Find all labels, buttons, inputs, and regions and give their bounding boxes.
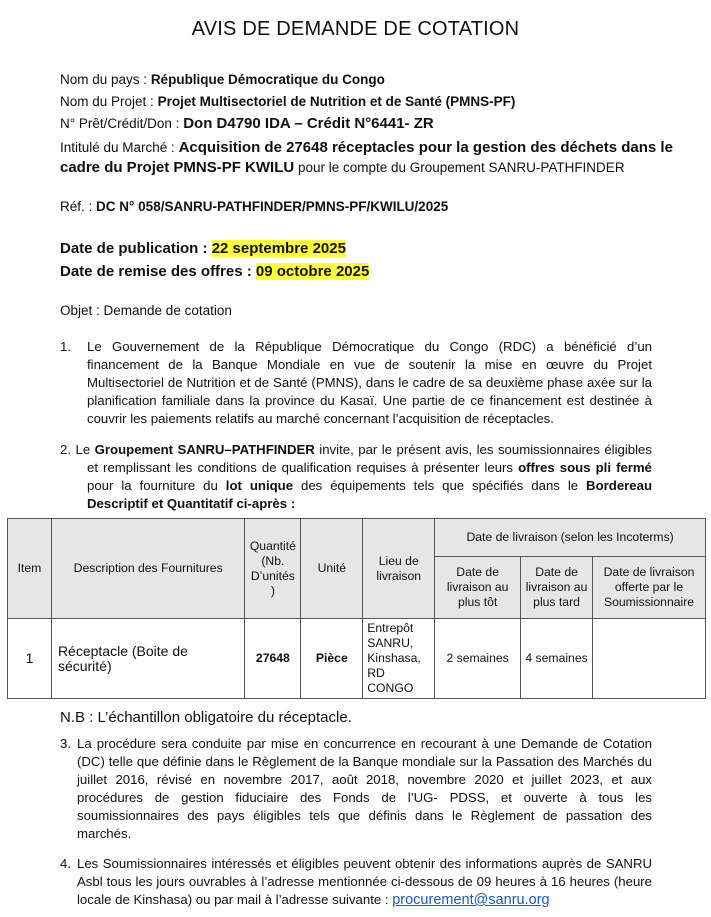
cell-item: 1 <box>8 619 52 699</box>
paragraph-2-bold-4: Bordereau Descriptif et Quantitatif ci-après : <box>87 478 653 511</box>
paragraph-1 <box>60 338 652 428</box>
submission-date-value: 09 octobre 2025 <box>255 263 370 280</box>
paragraph-3-number: 3. <box>60 736 71 751</box>
paragraph-4-number: 4. <box>60 856 71 871</box>
publication-date-value: 22 septembre 2025 <box>211 240 346 257</box>
paragraph-2-bold-1: Groupement SANRU–PATHFINDER <box>94 442 315 457</box>
header-item: Item <box>8 519 52 619</box>
market-value-1: Acquisition de 27648 réceptacles pour la gestion des déchets dans le <box>178 139 673 156</box>
publication-date-label: Date de publication : <box>60 240 208 257</box>
paragraph-1-number: 1. <box>60 339 71 354</box>
paragraph-1-text: Le Gouvernement de la République Démocratique du Congo (RDC) a bénéficié d’un financement de la Banque Mondiale en vue de soutenir la mise en œuvre du Projet Multisectoriel de Nutrition et de Santé (PMNS), dans le cadre de sa deuxième phase axée sur la planification familiale dans la province du Kasaï. Une partie de ce financement est destinée à couvrir les paiements relatifs au marché concernant l’acquisition de réceptacles. <box>87 339 652 426</box>
cell-latest-date: 4 semaines <box>521 619 593 699</box>
page-title: AVIS DE DEMANDE DE COTATION <box>191 18 520 40</box>
loan-value: Don D4790 IDA – Crédit N°6441- ZR <box>183 115 434 132</box>
reference-line <box>60 199 448 214</box>
header-offered-date: Date de livraison offerte par le Soumissionnaire <box>593 557 706 619</box>
cell-earliest-date: 2 semaines <box>435 619 521 699</box>
table-row <box>8 619 706 699</box>
paragraph-4-text-wrap <box>77 855 652 909</box>
header-earliest-date: Date de livraison au plus tôt <box>435 557 521 619</box>
paragraph-2-bold-3: lot unique <box>225 478 294 493</box>
country-label: Nom du pays : <box>60 72 148 87</box>
paragraph-2-text-1: invite, par le présent avis, les soumissionnaires éligibles et remplissant les conditions de qualification requises à présenter leurs <box>87 442 652 475</box>
supplies-table <box>7 518 706 699</box>
loan-label: N° Prêt/Crédit/Don : <box>60 116 180 131</box>
project-value: Projet Multisectoriel de Nutrition et de Santé (PMNS-PF) <box>157 94 516 109</box>
paragraph-3 <box>60 735 652 843</box>
header-description: Description des Fournitures <box>51 519 244 619</box>
market-label: Intitulé du Marché : <box>60 140 175 155</box>
paragraph-2 <box>60 441 652 513</box>
nota-bene: N.B : L’échantillon obligatoire du réceptacle. <box>60 709 352 726</box>
project-label: Nom du Projet : <box>60 94 154 109</box>
market-title-line-1 <box>60 139 673 156</box>
contact-email-link[interactable]: procurement@sanru.org <box>392 892 550 908</box>
loan-line <box>60 115 434 132</box>
header-unit: Unité <box>301 519 363 619</box>
project-line <box>60 94 515 109</box>
cell-offered-date <box>593 619 706 699</box>
header-quantity: Quantité (Nb. D’unités ) <box>245 519 301 619</box>
paragraph-3-text: La procédure sera conduite par mise en concurrence en recourant à une Demande de Cotation (DC) telle que définie dans le Règlement de la Banque mondiale sur la Passation des Marchés du juillet 2016, révisé en novembre 2017, août 2018, novembre 2020 et juillet 2023, et aux procédures de gestion fiduciaire des Fonds de l’UG- PDSS, et ouverte à tous les soumissionnaires des pays éligibles tels que définis dans le Règlement de passation des marchés. <box>77 736 652 841</box>
paragraph-2-bold-2: offres sous pli fermé <box>518 460 652 475</box>
paragraph-2-number: 2. Le <box>60 442 91 457</box>
publication-date-line <box>60 240 346 257</box>
country-value: République Démocratique du Congo <box>150 72 385 87</box>
header-delivery-date-group: Date de livraison (selon les Incoterms) <box>435 519 706 557</box>
submission-date-label: Date de remise des offres : <box>60 263 252 280</box>
market-title-line-2 <box>60 159 625 176</box>
country-line <box>60 72 385 87</box>
paragraph-4 <box>60 855 652 909</box>
paragraph-4-text: Les Soumissionnaires intéressés et éligibles peuvent obtenir des informations auprès de SANRU Asbl tous les jours ouvrables à l’adresse mentionnée ci-dessous de 09 heures à 16 heures (heure locale de Kinshasa) ou par mail à l’adresse suivante : <box>77 856 652 907</box>
header-delivery-place: Lieu de livraison <box>363 519 435 619</box>
reference-label: Réf. : <box>60 199 93 214</box>
object-line: Objet : Demande de cotation <box>60 303 232 318</box>
paragraph-2-text-2: pour la fourniture du <box>87 478 218 493</box>
paragraph-2-text-3: des équipements tels que spécifiés dans le <box>301 478 579 493</box>
market-value-3: pour le compte du Groupement SANRU-PATHFINDER <box>297 160 625 175</box>
cell-delivery-place: Entrepôt SANRU, Kinshasa, RD CONGO <box>363 619 435 699</box>
header-latest-date: Date de livraison au plus tard <box>521 557 593 619</box>
cell-quantity: 27648 <box>245 619 301 699</box>
cell-description: Réceptacle (Boite de sécurité) <box>51 619 244 699</box>
reference-value: DC N° 058/SANRU-PATHFINDER/PMNS-PF/KWILU/2025 <box>96 199 449 214</box>
submission-date-line <box>60 263 369 280</box>
cell-unit: Pièce <box>301 619 363 699</box>
market-value-2: cadre du Projet PMNS-PF KWILU <box>60 159 295 176</box>
